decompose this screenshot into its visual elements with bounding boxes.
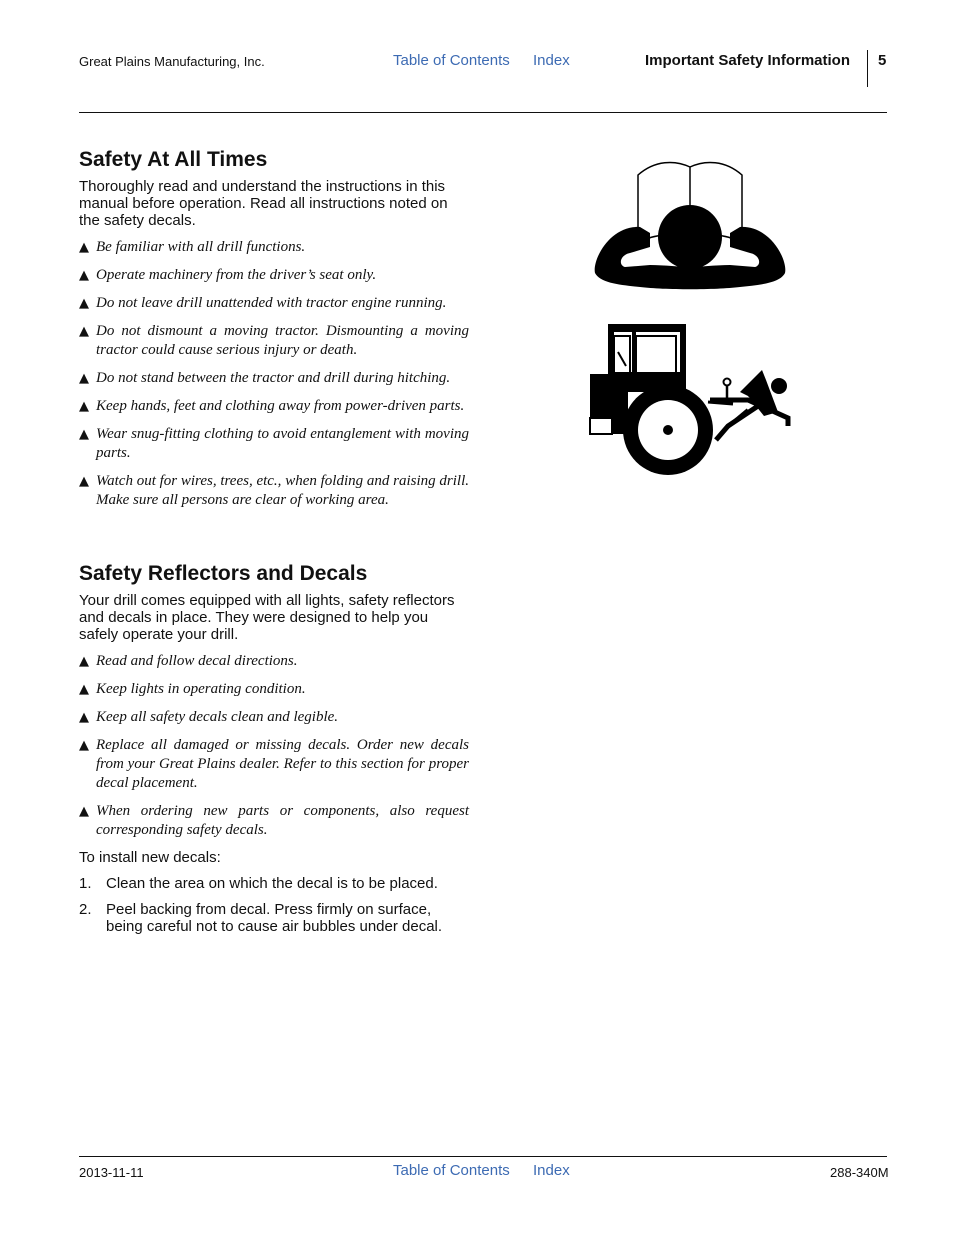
step-item: 2. Peel backing from decal. Press firmly on surface, being careful not to cause air bubbles under decal. bbox=[79, 901, 443, 935]
warning-triangle-icon: ▲ bbox=[79, 371, 89, 386]
warning-triangle-icon: ▲ bbox=[79, 268, 89, 283]
warning-triangle-icon: ▲ bbox=[79, 296, 89, 311]
read-manual-pictogram-icon bbox=[590, 155, 790, 295]
warning-triangle-icon: ▲ bbox=[79, 738, 89, 753]
footer-toc-link[interactable]: Table of Contents bbox=[393, 1162, 510, 1179]
section-heading: Safety Reflectors and Decals bbox=[79, 562, 368, 585]
section-safety-reflectors-and-decals bbox=[79, 562, 469, 944]
header-divider bbox=[867, 50, 868, 87]
section-safety-at-all-times bbox=[79, 148, 469, 519]
list-item: ▲ Watch out for wires, trees, etc., when folding and raising drill. Make sure all persons are clear of working area. bbox=[79, 473, 469, 508]
warning-triangle-icon: ▲ bbox=[79, 474, 89, 489]
footer-index-link[interactable]: Index bbox=[533, 1162, 570, 1179]
warning-triangle-icon: ▲ bbox=[79, 710, 89, 725]
header-rule bbox=[79, 112, 887, 113]
footer-rule bbox=[79, 1156, 887, 1157]
list-item: ▲ Do not dismount a moving tractor. Dismounting a moving tractor could cause serious injury or death. bbox=[79, 323, 469, 358]
warning-triangle-icon: ▲ bbox=[79, 240, 89, 255]
list-item: ▲ Read and follow decal directions. bbox=[79, 653, 298, 669]
warning-triangle-icon: ▲ bbox=[79, 324, 89, 339]
warning-triangle-icon: ▲ bbox=[79, 804, 89, 819]
safety-bullet-list bbox=[79, 238, 469, 510]
section-intro: Your drill comes equipped with all lights, safety reflectors and decals in place. They were designed to help you safely operate your drill. bbox=[79, 592, 455, 643]
list-item: ▲ Operate machinery from the driver’s seat only. bbox=[79, 267, 377, 283]
install-intro: To install new decals: bbox=[79, 849, 221, 866]
footer-doc-number: 288-340M bbox=[830, 1165, 889, 1180]
step-item: 1. Clean the area on which the decal is to be placed. bbox=[79, 875, 438, 892]
list-item: ▲ Be familiar with all drill functions. bbox=[79, 239, 306, 255]
footer-date: 2013-11-11 bbox=[79, 1165, 144, 1180]
list-item: ▲ Wear snug-fitting clothing to avoid entanglement with moving parts. bbox=[79, 426, 469, 461]
list-item: ▲ Do not leave drill unattended with tractor engine running. bbox=[79, 295, 447, 311]
list-item: ▲ Keep hands, feet and clothing away from power-driven parts. bbox=[79, 398, 465, 414]
warning-triangle-icon: ▲ bbox=[79, 682, 89, 697]
warning-triangle-icon: ▲ bbox=[79, 654, 89, 669]
section-title: Important Safety Information bbox=[645, 52, 851, 69]
tractor-hazard-pictogram-icon bbox=[588, 322, 793, 477]
section-intro: Thoroughly read and understand the instructions in this manual before operation. Read all instructions noted on the safety decals. bbox=[79, 178, 448, 229]
list-item: ▲ Do not stand between the tractor and drill during hitching. bbox=[79, 370, 451, 386]
company-name: Great Plains Manufacturing, Inc. bbox=[79, 54, 265, 69]
install-steps bbox=[79, 875, 469, 935]
warning-triangle-icon: ▲ bbox=[79, 399, 89, 414]
header-index-link[interactable]: Index bbox=[533, 52, 570, 69]
decal-bullet-list bbox=[79, 652, 469, 840]
list-item: ▲ When ordering new parts or components, also request corresponding safety decals. bbox=[79, 803, 469, 838]
section-heading: Safety At All Times bbox=[79, 148, 268, 171]
warning-triangle-icon: ▲ bbox=[79, 427, 89, 442]
page-number: 5 bbox=[878, 52, 887, 69]
list-item: ▲ Replace all damaged or missing decals. Order new decals from your Great Plains dealer. Refer to this section for proper decal placement. bbox=[79, 737, 469, 791]
list-item: ▲ Keep lights in operating condition. bbox=[79, 681, 306, 697]
list-item: ▲ Keep all safety decals clean and legible. bbox=[79, 709, 339, 725]
header-toc-link[interactable]: Table of Contents bbox=[393, 52, 510, 69]
